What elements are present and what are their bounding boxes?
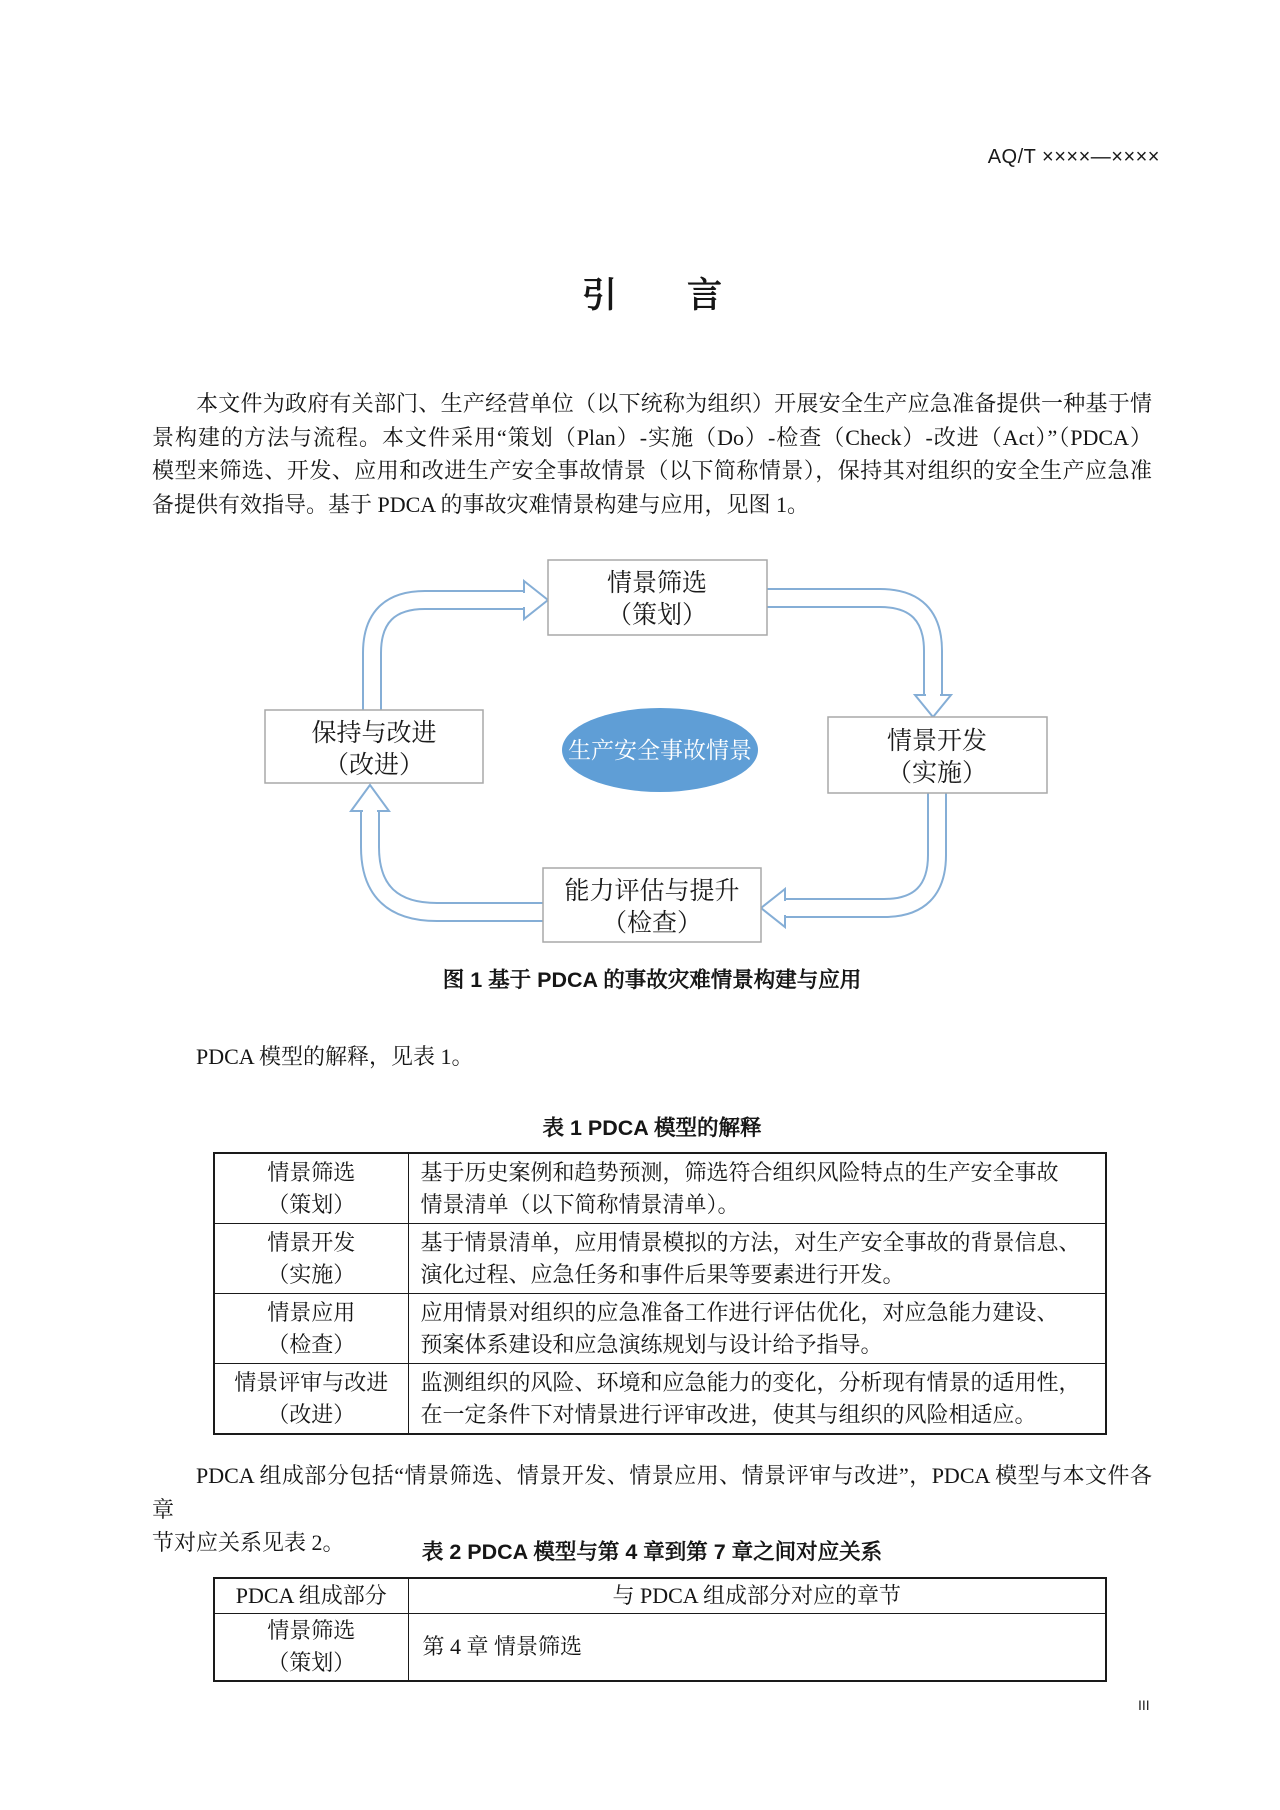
arrow-plan-to-do <box>767 598 951 717</box>
node-do-line2: （实施） <box>886 759 988 787</box>
arrow-check-to-act <box>351 785 543 912</box>
standard-code: AQ/T ××××—×××× <box>987 146 1160 168</box>
row-label-line: 情景应用 <box>267 1299 356 1325</box>
row-label-line: （检查） <box>267 1331 356 1357</box>
row-label-cell <box>214 1364 408 1435</box>
paragraph-line: 模型来筛选、开发、应用和改进生产安全事故情景（以下简称情景），保持其对组织的安全生产应急准 <box>152 458 1152 483</box>
header-cell: 与 PDCA 组成部分对应的章节 <box>408 1578 1106 1614</box>
row-desc-line: 演化过程、应急任务和事件后果等要素进行开发。 <box>420 1261 905 1287</box>
node-act-line2: （改进） <box>323 751 425 779</box>
table-header-row <box>214 1578 1106 1614</box>
paragraph-line: 景构建的方法与流程。本文件采用“策划（Plan）-实施（Do）-检查（Check）-改进（Act）”（PDCA） <box>152 424 1152 450</box>
row-desc-line: 在一定条件下对情景进行评审改进，使其与组织的风险相适应。 <box>420 1401 1037 1427</box>
table-pdca-explanation <box>213 1152 1107 1435</box>
node-check <box>543 868 761 942</box>
table1-intro-paragraph <box>152 1040 1152 1074</box>
arrow-act-to-plan <box>372 581 548 710</box>
figure-caption: 图 1 基于 PDCA 的事故灾难情景构建与应用 <box>442 968 862 992</box>
row-label-line: （实施） <box>267 1261 356 1287</box>
node-check-line2: （检查） <box>601 909 703 937</box>
pdca-cycle-figure <box>150 545 1150 955</box>
paragraph-line: 本文件为政府有关部门、生产经营单位（以下统称为组织）开展安全生产应急准备提供一种基于情 <box>196 391 1152 416</box>
node-plan-line2: （策划） <box>606 601 708 629</box>
row-label-cell <box>214 1614 408 1682</box>
paragraph-line: 备提供有效指导。基于 PDCA 的事故灾难情景构建与应用，见图 1。 <box>152 491 809 517</box>
table1-caption: 表 1 PDCA 模型的解释 <box>542 1116 762 1140</box>
row-label-line: （改进） <box>267 1401 356 1427</box>
row-label-cell <box>214 1294 408 1364</box>
table-row <box>214 1294 1106 1364</box>
node-check-line1: 能力评估与提升 <box>564 877 740 905</box>
row-label-line: （策划） <box>267 1650 356 1675</box>
table-row <box>214 1614 1106 1682</box>
row-desc-line: 预案体系建设和应急演练规划与设计给予指导。 <box>420 1331 883 1357</box>
node-act <box>265 710 483 783</box>
row-desc-line: 应用情景对组织的应急准备工作进行评估优化，对应急能力建设、 <box>420 1299 1059 1325</box>
row-desc-line: 基于历史案例和趋势预测，筛选符合组织风险特点的生产安全事故 <box>420 1159 1059 1185</box>
page-number: III <box>1138 1697 1150 1713</box>
arrow-do-to-check <box>761 793 937 927</box>
row-label-cell <box>214 1153 408 1224</box>
row-desc-cell <box>408 1294 1106 1364</box>
node-act-line1: 保持与改进 <box>311 719 437 747</box>
row-desc-line: 监测组织的风险、环境和应急能力的变化，分析现有情景的适用性， <box>420 1369 1081 1395</box>
row-desc-cell <box>408 1364 1106 1435</box>
center-ellipse <box>562 708 758 792</box>
row-desc-line: 情景清单（以下简称情景清单）。 <box>420 1191 740 1217</box>
row-desc-line: 基于情景清单，应用情景模拟的方法，对生产安全事故的背景信息、 <box>420 1229 1081 1255</box>
row-desc-cell <box>408 1224 1106 1294</box>
row-label-line: 情景开发 <box>267 1229 356 1255</box>
node-do <box>828 717 1047 793</box>
paragraph-line: 节对应关系见表 2。 <box>152 1530 345 1555</box>
table-row <box>214 1364 1106 1435</box>
row-desc-cell <box>408 1153 1106 1224</box>
center-ellipse-label: 生产安全事故情景 <box>568 737 752 763</box>
row-chapter-cell: 第 4 章 情景筛选 <box>408 1614 1106 1682</box>
node-do-line1: 情景开发 <box>886 727 988 755</box>
row-label-line: （策划） <box>267 1191 356 1217</box>
node-plan <box>548 560 767 635</box>
row-label-line: 情景筛选 <box>267 1618 356 1643</box>
page-title: 引 言 <box>581 276 722 315</box>
table2-caption: 表 2 PDCA 模型与第 4 章到第 7 章之间对应关系 <box>421 1540 883 1564</box>
table-pdca-chapter-mapping <box>213 1577 1107 1682</box>
row-label-cell <box>214 1224 408 1294</box>
table-row <box>214 1224 1106 1294</box>
header-cell: PDCA 组成部分 <box>214 1578 408 1614</box>
paragraph-line: PDCA 模型的解释，见表 1。 <box>196 1044 474 1069</box>
node-plan-line1: 情景筛选 <box>606 569 708 597</box>
table-row <box>214 1153 1106 1224</box>
row-label-line: 情景评审与改进 <box>234 1369 389 1395</box>
paragraph-line: PDCA 组成部分包括“情景筛选、情景开发、情景应用、情景评审与改进”，PDCA 模型与本文件各章 <box>152 1463 1152 1522</box>
row-label-line: 情景筛选 <box>267 1159 356 1185</box>
intro-paragraph <box>152 387 1152 521</box>
